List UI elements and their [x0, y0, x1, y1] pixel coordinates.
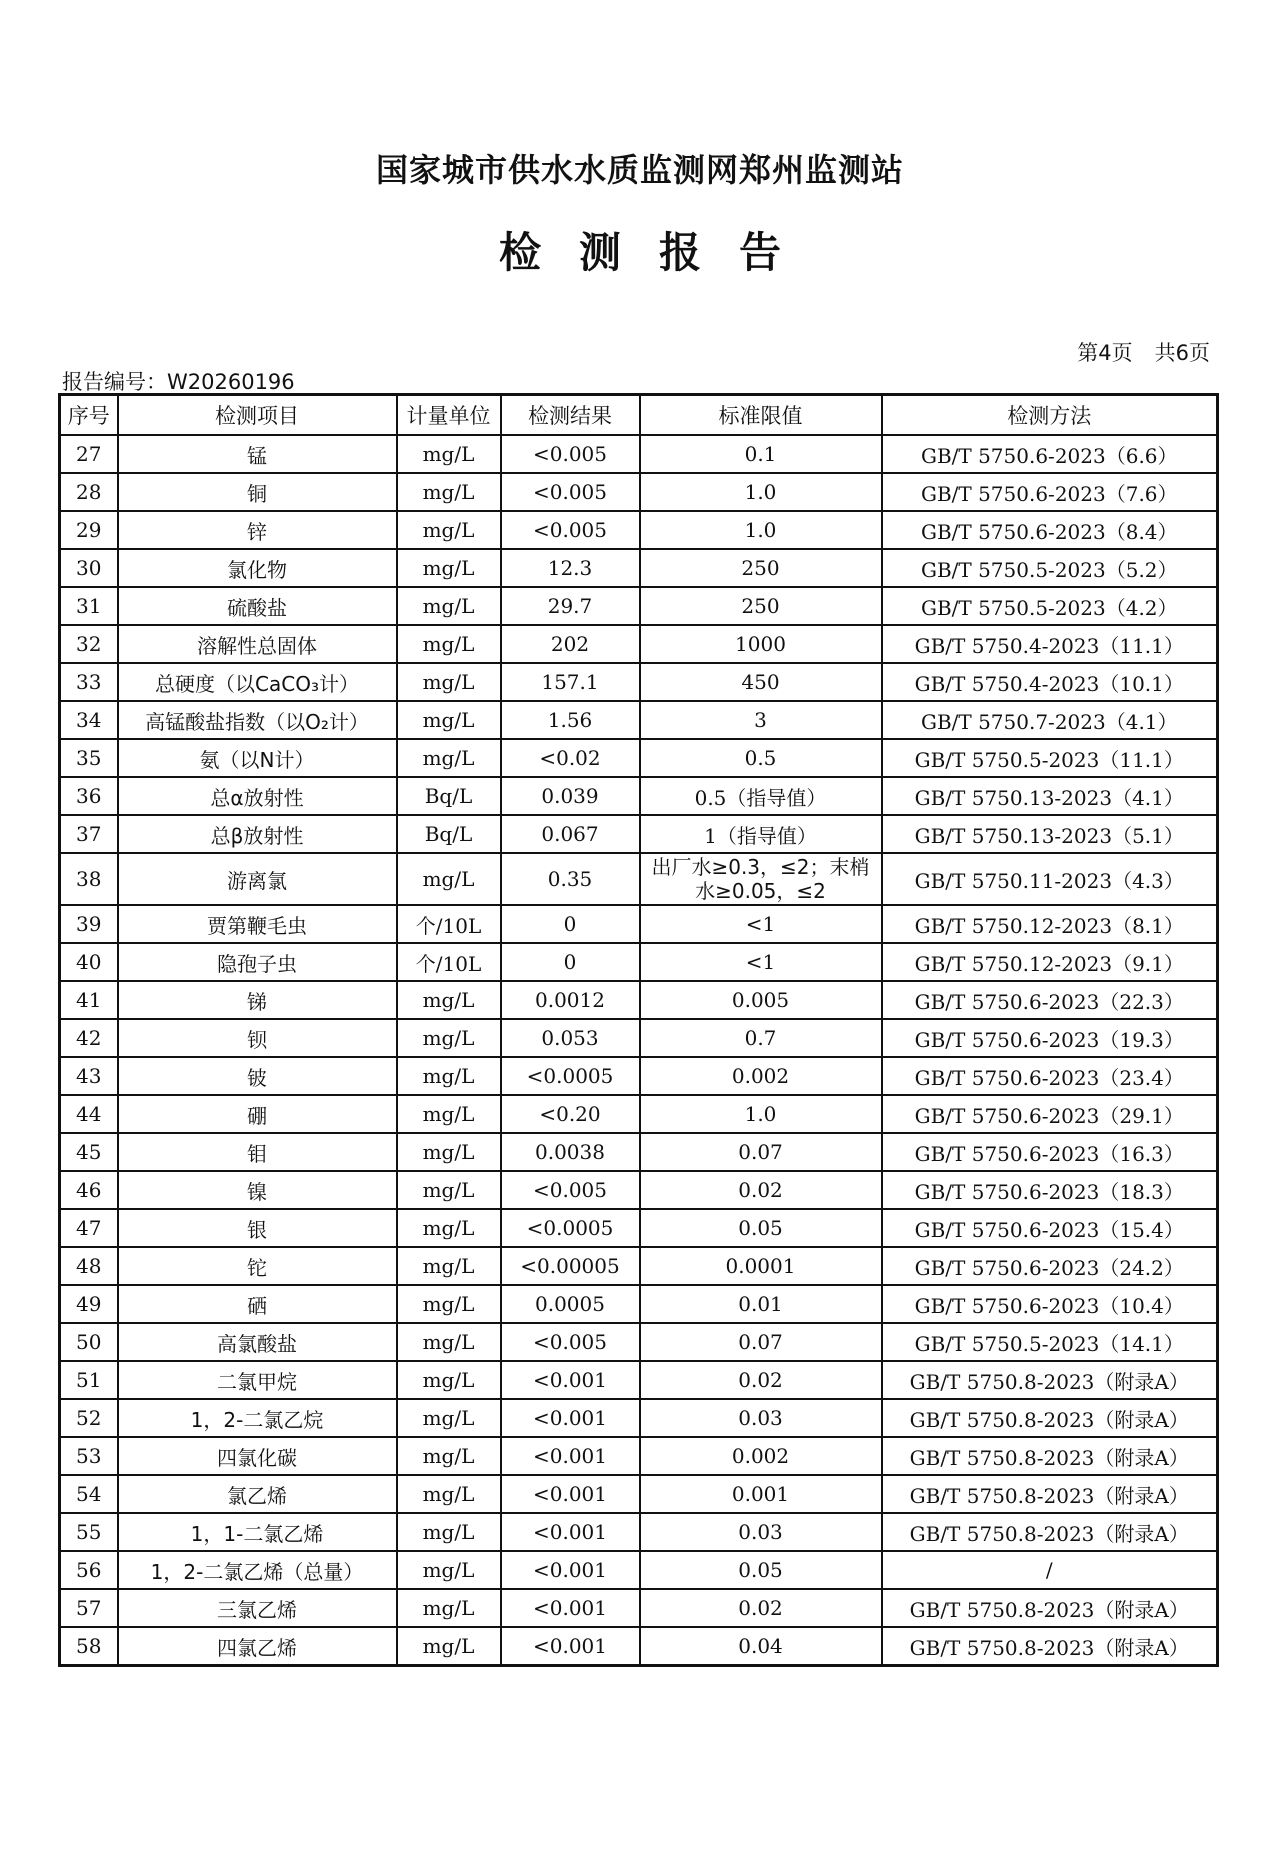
row-method: GB/T 5750.6-2023（24.2） — [882, 1247, 1218, 1285]
row-limit: 0.03 — [640, 1513, 882, 1551]
row-method: GB/T 5750.6-2023（7.6） — [882, 473, 1218, 511]
row-no: 42 — [60, 1019, 118, 1057]
row-no: 55 — [60, 1513, 118, 1551]
row-method: GB/T 5750.8-2023（附录A） — [882, 1589, 1218, 1627]
row-unit: mg/L — [397, 435, 501, 473]
table-row — [60, 1551, 1218, 1589]
row-result: <0.005 — [501, 1171, 640, 1209]
row-limit: 0.01 — [640, 1285, 882, 1323]
row-limit: 0.04 — [640, 1627, 882, 1666]
row-result: <0.001 — [501, 1627, 640, 1666]
row-result: 202 — [501, 625, 640, 663]
row-result: <0.20 — [501, 1095, 640, 1133]
table-row — [60, 511, 1218, 549]
row-item: 四氯化碳 — [118, 1437, 397, 1475]
row-limit: 1000 — [640, 625, 882, 663]
row-limit: 0.002 — [640, 1437, 882, 1475]
header-item: 检测项目 — [118, 395, 397, 436]
row-item: 银 — [118, 1209, 397, 1247]
row-item: 总硬度（以CaCO₃计） — [118, 663, 397, 701]
row-item: 锌 — [118, 511, 397, 549]
row-result: <0.005 — [501, 511, 640, 549]
row-method: GB/T 5750.6-2023（10.4） — [882, 1285, 1218, 1323]
table-header-row — [60, 395, 1218, 436]
organization-title: 国家城市供水水质监测网郑州监测站 — [375, 151, 904, 189]
row-result: <0.001 — [501, 1475, 640, 1513]
row-item: 钡 — [118, 1019, 397, 1057]
report-title: 检测报告 — [498, 228, 819, 277]
table-row — [60, 1323, 1218, 1361]
row-limit: 0.5 — [640, 739, 882, 777]
row-limit: 0.005 — [640, 981, 882, 1019]
row-no: 28 — [60, 473, 118, 511]
row-result: 0.039 — [501, 777, 640, 815]
row-result: <0.001 — [501, 1361, 640, 1399]
table-row — [60, 905, 1218, 943]
row-result: 1.56 — [501, 701, 640, 739]
row-item: 游离氯 — [118, 853, 397, 905]
row-no: 37 — [60, 815, 118, 853]
row-limit: 0.001 — [640, 1475, 882, 1513]
table-row — [60, 1209, 1218, 1247]
row-limit: 0.02 — [640, 1589, 882, 1627]
row-method: GB/T 5750.6-2023（18.3） — [882, 1171, 1218, 1209]
row-unit: mg/L — [397, 1627, 501, 1666]
row-unit: mg/L — [397, 511, 501, 549]
row-method: GB/T 5750.8-2023（附录A） — [882, 1627, 1218, 1666]
row-no: 50 — [60, 1323, 118, 1361]
row-method: GB/T 5750.8-2023（附录A） — [882, 1475, 1218, 1513]
row-limit: 0.7 — [640, 1019, 882, 1057]
row-result: 0.0012 — [501, 981, 640, 1019]
table-row — [60, 1133, 1218, 1171]
row-item: 硫酸盐 — [118, 587, 397, 625]
table-row — [60, 943, 1218, 981]
row-result: <0.00005 — [501, 1247, 640, 1285]
table-row — [60, 1247, 1218, 1285]
header-method: 检测方法 — [882, 395, 1218, 436]
row-unit: mg/L — [397, 981, 501, 1019]
row-method: GB/T 5750.5-2023（5.2） — [882, 549, 1218, 587]
row-result: 12.3 — [501, 549, 640, 587]
row-result: <0.0005 — [501, 1057, 640, 1095]
row-no: 48 — [60, 1247, 118, 1285]
row-unit: mg/L — [397, 1399, 501, 1437]
row-no: 35 — [60, 739, 118, 777]
row-item: 锑 — [118, 981, 397, 1019]
row-method: GB/T 5750.8-2023（附录A） — [882, 1361, 1218, 1399]
row-result: <0.001 — [501, 1437, 640, 1475]
row-unit: mg/L — [397, 739, 501, 777]
row-unit: mg/L — [397, 1551, 501, 1589]
row-method: GB/T 5750.11-2023（4.3） — [882, 853, 1218, 905]
row-item: 铜 — [118, 473, 397, 511]
row-limit: 3 — [640, 701, 882, 739]
table-row — [60, 1019, 1218, 1057]
row-item: 氯化物 — [118, 549, 397, 587]
table-row — [60, 549, 1218, 587]
row-limit: 250 — [640, 587, 882, 625]
row-unit: mg/L — [397, 1247, 501, 1285]
row-limit: 0.07 — [640, 1133, 882, 1171]
row-method: GB/T 5750.6-2023（6.6） — [882, 435, 1218, 473]
row-unit: mg/L — [397, 1513, 501, 1551]
header-no: 序号 — [60, 395, 118, 436]
row-result: <0.001 — [501, 1589, 640, 1627]
row-unit: mg/L — [397, 1285, 501, 1323]
row-unit: mg/L — [397, 1361, 501, 1399]
table-row — [60, 1361, 1218, 1399]
row-no: 57 — [60, 1589, 118, 1627]
row-item: 硒 — [118, 1285, 397, 1323]
row-result: 0.053 — [501, 1019, 640, 1057]
row-unit: mg/L — [397, 549, 501, 587]
row-item: 铊 — [118, 1247, 397, 1285]
table-row — [60, 1475, 1218, 1513]
row-no: 45 — [60, 1133, 118, 1171]
table-row — [60, 739, 1218, 777]
row-limit: 1.0 — [640, 1095, 882, 1133]
row-no: 38 — [60, 853, 118, 905]
row-method: GB/T 5750.6-2023（16.3） — [882, 1133, 1218, 1171]
row-item: 隐孢子虫 — [118, 943, 397, 981]
row-method: GB/T 5750.4-2023（11.1） — [882, 625, 1218, 663]
table-row — [60, 625, 1218, 663]
row-method: GB/T 5750.7-2023（4.1） — [882, 701, 1218, 739]
row-unit: mg/L — [397, 701, 501, 739]
row-method: GB/T 5750.6-2023（23.4） — [882, 1057, 1218, 1095]
row-result: <0.005 — [501, 435, 640, 473]
row-result: <0.005 — [501, 473, 640, 511]
row-limit: 0.1 — [640, 435, 882, 473]
row-limit: 0.002 — [640, 1057, 882, 1095]
row-no: 39 — [60, 905, 118, 943]
table-row — [60, 1095, 1218, 1133]
row-unit: mg/L — [397, 1057, 501, 1095]
row-item: 1，1-二氯乙烯 — [118, 1513, 397, 1551]
row-item: 氨（以N计） — [118, 739, 397, 777]
table-row — [60, 1513, 1218, 1551]
row-item: 硼 — [118, 1095, 397, 1133]
row-item: 1，2-二氯乙烯（总量） — [118, 1551, 397, 1589]
row-result: <0.001 — [501, 1399, 640, 1437]
row-unit: mg/L — [397, 1323, 501, 1361]
row-no: 43 — [60, 1057, 118, 1095]
results-table — [58, 393, 1219, 1667]
row-item: 氯乙烯 — [118, 1475, 397, 1513]
row-result: 0.0005 — [501, 1285, 640, 1323]
row-no: 41 — [60, 981, 118, 1019]
row-item: 总β放射性 — [118, 815, 397, 853]
row-method: GB/T 5750.5-2023（14.1） — [882, 1323, 1218, 1361]
row-unit: mg/L — [397, 587, 501, 625]
row-unit: mg/L — [397, 1171, 501, 1209]
row-item: 三氯乙烯 — [118, 1589, 397, 1627]
row-no: 51 — [60, 1361, 118, 1399]
row-result: 29.7 — [501, 587, 640, 625]
row-result: 0 — [501, 905, 640, 943]
table-row — [60, 587, 1218, 625]
row-no: 33 — [60, 663, 118, 701]
row-unit: Bq/L — [397, 815, 501, 853]
page-current: 第4页 — [1077, 341, 1133, 365]
row-unit: mg/L — [397, 1475, 501, 1513]
row-limit: 0.0001 — [640, 1247, 882, 1285]
row-no: 34 — [60, 701, 118, 739]
header-limit: 标准限值 — [640, 395, 882, 436]
row-unit: mg/L — [397, 1437, 501, 1475]
row-method: GB/T 5750.6-2023（29.1） — [882, 1095, 1218, 1133]
page-info — [1077, 337, 1210, 367]
row-no: 40 — [60, 943, 118, 981]
row-unit: mg/L — [397, 1209, 501, 1247]
row-unit: mg/L — [397, 1133, 501, 1171]
row-limit: 0.02 — [640, 1171, 882, 1209]
table-row — [60, 815, 1218, 853]
row-no: 47 — [60, 1209, 118, 1247]
row-item: 钼 — [118, 1133, 397, 1171]
header-result: 检测结果 — [501, 395, 640, 436]
row-limit: 250 — [640, 549, 882, 587]
row-result: 0.0038 — [501, 1133, 640, 1171]
row-method: GB/T 5750.4-2023（10.1） — [882, 663, 1218, 701]
row-method: GB/T 5750.8-2023（附录A） — [882, 1437, 1218, 1475]
row-result: 0.067 — [501, 815, 640, 853]
row-limit: 0.07 — [640, 1323, 882, 1361]
row-limit: 0.03 — [640, 1399, 882, 1437]
row-limit: 450 — [640, 663, 882, 701]
table-row — [60, 473, 1218, 511]
row-no: 56 — [60, 1551, 118, 1589]
row-limit: 1（指导值） — [640, 815, 882, 853]
row-unit: mg/L — [397, 1589, 501, 1627]
row-no: 27 — [60, 435, 118, 473]
row-item: 锰 — [118, 435, 397, 473]
table-row — [60, 435, 1218, 473]
row-result: <0.001 — [501, 1551, 640, 1589]
row-no: 32 — [60, 625, 118, 663]
row-no: 46 — [60, 1171, 118, 1209]
row-item: 镍 — [118, 1171, 397, 1209]
header-unit: 计量单位 — [397, 395, 501, 436]
row-unit: mg/L — [397, 625, 501, 663]
row-no: 54 — [60, 1475, 118, 1513]
row-item: 高氯酸盐 — [118, 1323, 397, 1361]
row-unit: 个/10L — [397, 905, 501, 943]
row-unit: mg/L — [397, 663, 501, 701]
row-limit: 1.0 — [640, 511, 882, 549]
row-unit: mg/L — [397, 1019, 501, 1057]
row-no: 58 — [60, 1627, 118, 1666]
row-no: 36 — [60, 777, 118, 815]
row-no: 49 — [60, 1285, 118, 1323]
row-result: 0 — [501, 943, 640, 981]
table-row — [60, 1171, 1218, 1209]
row-result: <0.0005 — [501, 1209, 640, 1247]
row-method: GB/T 5750.13-2023（5.1） — [882, 815, 1218, 853]
row-result: <0.005 — [501, 1323, 640, 1361]
row-no: 53 — [60, 1437, 118, 1475]
row-no: 30 — [60, 549, 118, 587]
row-method: GB/T 5750.8-2023（附录A） — [882, 1399, 1218, 1437]
row-item: 高锰酸盐指数（以O₂计） — [118, 701, 397, 739]
table-row — [60, 981, 1218, 1019]
row-method: GB/T 5750.6-2023（19.3） — [882, 1019, 1218, 1057]
table-row — [60, 1057, 1218, 1095]
row-result: 0.35 — [501, 853, 640, 905]
table-row — [60, 701, 1218, 739]
row-item: 铍 — [118, 1057, 397, 1095]
table-row — [60, 1285, 1218, 1323]
table-body — [60, 435, 1218, 1666]
table-row — [60, 777, 1218, 815]
row-method: / — [882, 1551, 1218, 1589]
report-number: 报告编号：W20260196 — [62, 370, 295, 394]
row-item: 总α放射性 — [118, 777, 397, 815]
row-method: GB/T 5750.12-2023（9.1） — [882, 943, 1218, 981]
table-row — [60, 1627, 1218, 1666]
row-method: GB/T 5750.6-2023（22.3） — [882, 981, 1218, 1019]
row-limit: 出厂水≥0.3，≤2；末梢水≥0.05，≤2 — [640, 853, 882, 905]
row-limit: <1 — [640, 905, 882, 943]
row-no: 52 — [60, 1399, 118, 1437]
row-unit: mg/L — [397, 853, 501, 905]
row-item: 1，2-二氯乙烷 — [118, 1399, 397, 1437]
row-limit: 0.02 — [640, 1361, 882, 1399]
row-limit: <1 — [640, 943, 882, 981]
row-method: GB/T 5750.13-2023（4.1） — [882, 777, 1218, 815]
table-row — [60, 853, 1218, 905]
row-result: <0.001 — [501, 1513, 640, 1551]
row-no: 44 — [60, 1095, 118, 1133]
row-limit: 0.05 — [640, 1551, 882, 1589]
table-row — [60, 1399, 1218, 1437]
row-unit: Bq/L — [397, 777, 501, 815]
row-item: 四氯乙烯 — [118, 1627, 397, 1666]
page-total: 共6页 — [1154, 341, 1210, 365]
table-row — [60, 663, 1218, 701]
table-row — [60, 1437, 1218, 1475]
row-method: GB/T 5750.5-2023（4.2） — [882, 587, 1218, 625]
row-limit: 0.05 — [640, 1209, 882, 1247]
table-row — [60, 1589, 1218, 1627]
row-result: <0.02 — [501, 739, 640, 777]
row-method: GB/T 5750.8-2023（附录A） — [882, 1513, 1218, 1551]
row-no: 31 — [60, 587, 118, 625]
row-limit: 0.5（指导值） — [640, 777, 882, 815]
row-unit: mg/L — [397, 473, 501, 511]
row-unit: 个/10L — [397, 943, 501, 981]
row-limit: 1.0 — [640, 473, 882, 511]
row-item: 二氯甲烷 — [118, 1361, 397, 1399]
row-method: GB/T 5750.5-2023（11.1） — [882, 739, 1218, 777]
row-item: 贾第鞭毛虫 — [118, 905, 397, 943]
row-item: 溶解性总固体 — [118, 625, 397, 663]
row-method: GB/T 5750.12-2023（8.1） — [882, 905, 1218, 943]
row-result: 157.1 — [501, 663, 640, 701]
row-no: 29 — [60, 511, 118, 549]
row-method: GB/T 5750.6-2023（8.4） — [882, 511, 1218, 549]
row-method: GB/T 5750.6-2023（15.4） — [882, 1209, 1218, 1247]
row-unit: mg/L — [397, 1095, 501, 1133]
